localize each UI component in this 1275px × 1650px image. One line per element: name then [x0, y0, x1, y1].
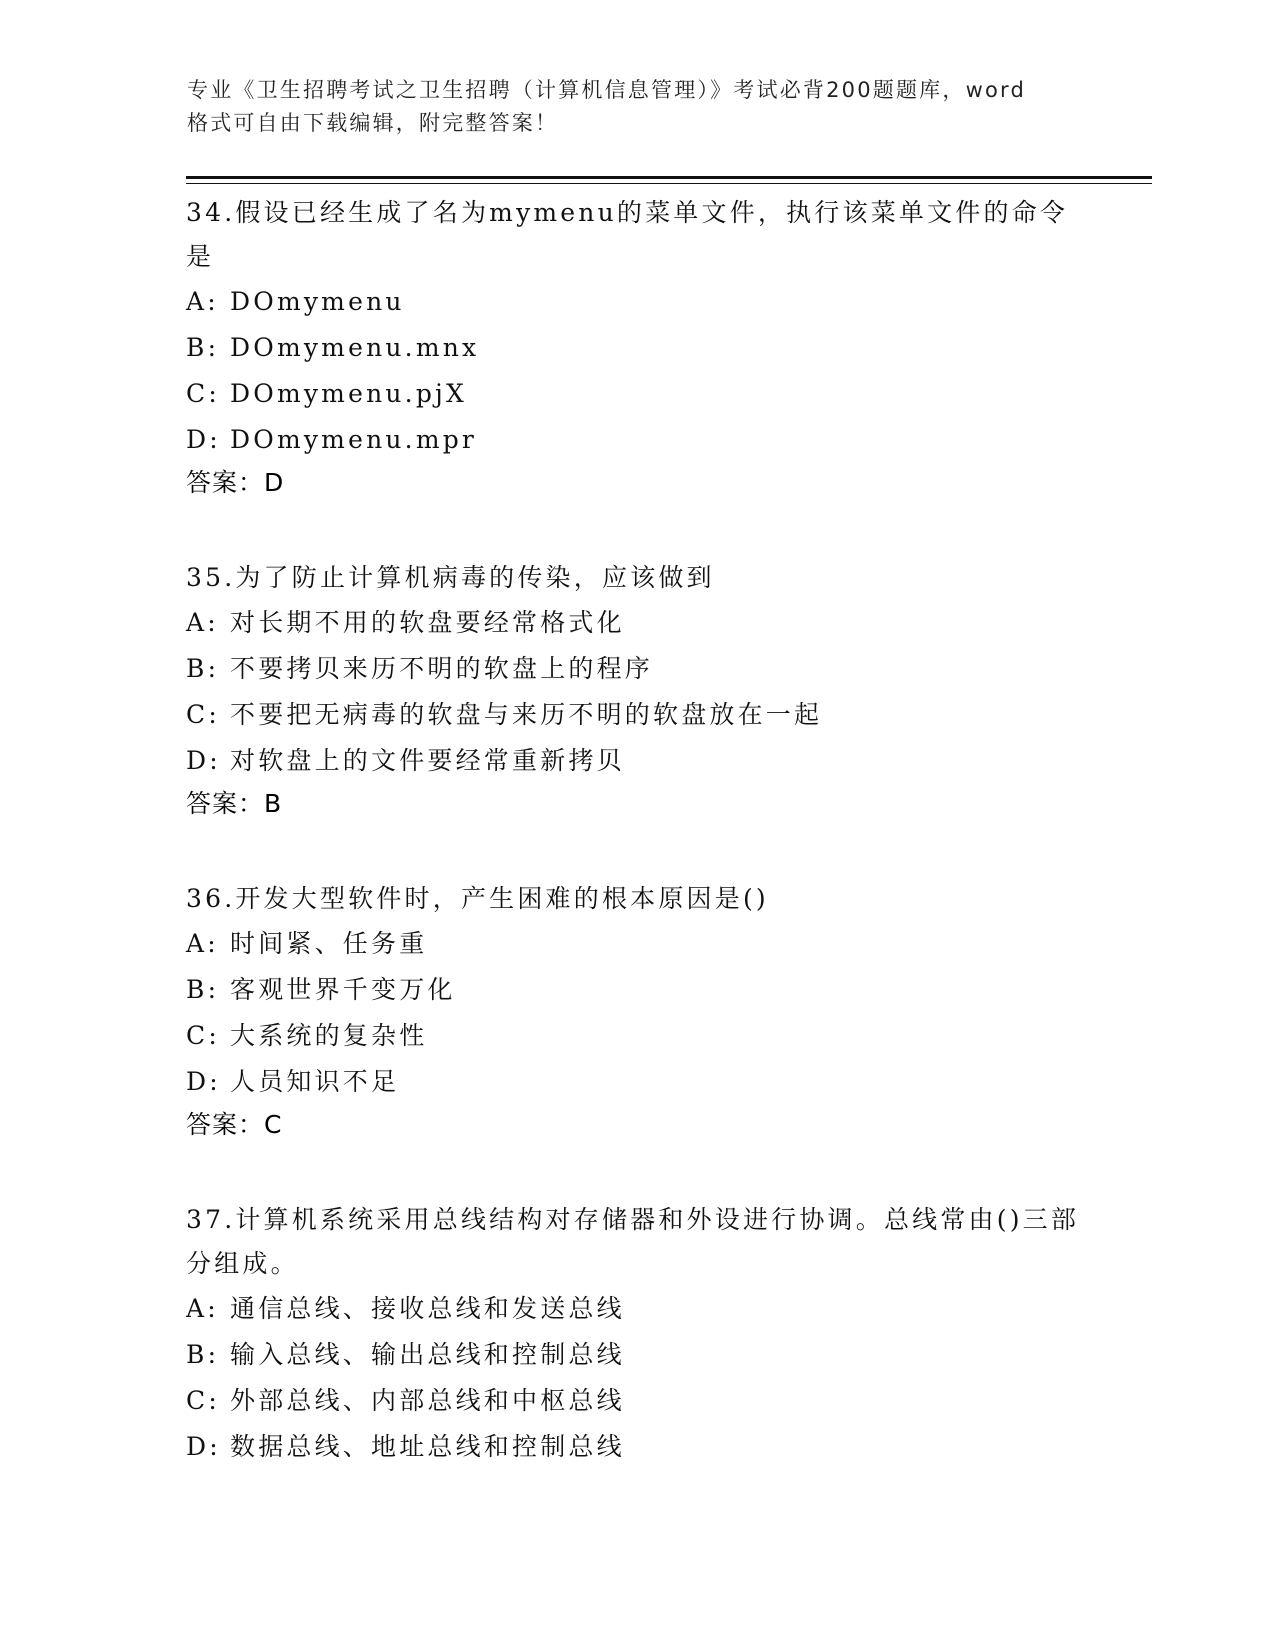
option-text: 客观世界千变万化	[230, 975, 456, 1004]
header-divider-thick	[186, 176, 1152, 179]
header-line-1: 专业《卫生招聘考试之卫生招聘（计算机信息管理）》考试必背200题题库，word	[187, 78, 1026, 102]
question-stem: 35.为了防止计算机病毒的传染，应该做到	[186, 563, 715, 592]
option-letter: C:	[186, 1021, 220, 1050]
question-item	[186, 553, 1086, 824]
option-text: 大系统的复杂性	[230, 1021, 428, 1050]
question-list	[186, 188, 1086, 1520]
option-d	[186, 1424, 1086, 1470]
question-stem: 34.假设已经生成了名为mymenu的菜单文件，执行该菜单文件的命令是	[186, 198, 1069, 271]
question-stem: 37.计算机系统采用总线结构对存储器和外设进行协调。总线常由()三部分组成。	[186, 1205, 1080, 1278]
option-b	[186, 646, 1086, 692]
option-letter: A:	[186, 929, 219, 958]
option-text: 时间紧、任务重	[230, 929, 428, 958]
answer-line: 答案：C	[186, 1110, 283, 1139]
option-text: 数据总线、地址总线和控制总线	[230, 1432, 625, 1461]
option-text: 外部总线、内部总线和中枢总线	[230, 1386, 625, 1415]
option-c	[186, 1013, 1086, 1059]
option-letter: A:	[186, 1294, 219, 1323]
question-item	[186, 874, 1086, 1145]
option-d	[186, 417, 1086, 463]
option-b	[186, 1332, 1086, 1378]
option-letter: D:	[186, 1067, 221, 1096]
question-item	[186, 188, 1086, 503]
option-a	[186, 279, 1086, 325]
option-text: 对软盘上的文件要经常重新拷贝	[230, 746, 625, 775]
option-letter: C:	[186, 1386, 220, 1415]
answer-line: 答案：D	[186, 468, 285, 497]
option-text: DOmymenu.mnx	[230, 333, 480, 362]
header-line-2: 格式可自由下载编辑，附完整答案！	[187, 111, 559, 135]
option-text: DOmymenu.mpr	[230, 425, 478, 454]
option-a	[186, 1286, 1086, 1332]
option-letter: D:	[186, 425, 221, 454]
option-letter: B:	[186, 1340, 220, 1369]
answer-line: 答案：B	[186, 789, 283, 818]
option-text: 不要把无病毒的软盘与来历不明的软盘放在一起	[230, 700, 823, 729]
question-stem: 36.开发大型软件时，产生困难的根本原因是()	[186, 884, 769, 913]
option-letter: C:	[186, 700, 220, 729]
option-c	[186, 692, 1086, 738]
option-a	[186, 600, 1086, 646]
option-text: 不要拷贝来历不明的软盘上的程序	[230, 654, 654, 683]
option-b	[186, 325, 1086, 371]
option-letter: B:	[186, 975, 220, 1004]
option-b	[186, 967, 1086, 1013]
document-header	[187, 74, 1087, 140]
option-text: 通信总线、接收总线和发送总线	[230, 1294, 625, 1323]
option-d	[186, 1059, 1086, 1105]
option-letter: B:	[186, 654, 220, 683]
header-divider-thin	[186, 183, 1152, 184]
option-letter: A:	[186, 608, 219, 637]
question-item	[186, 1195, 1086, 1470]
option-c	[186, 371, 1086, 417]
option-text: 对长期不用的软盘要经常格式化	[230, 608, 625, 637]
option-c	[186, 1378, 1086, 1424]
option-text: DOmymenu.pjX	[230, 379, 467, 408]
option-letter: D:	[186, 746, 221, 775]
option-text: 输入总线、输出总线和控制总线	[230, 1340, 625, 1369]
option-text: 人员知识不足	[230, 1067, 400, 1096]
option-text: DOmymenu	[230, 287, 405, 316]
option-letter: C:	[186, 379, 220, 408]
option-letter: B:	[186, 333, 220, 362]
option-d	[186, 738, 1086, 784]
option-a	[186, 921, 1086, 967]
option-letter: A:	[186, 287, 219, 316]
option-letter: D:	[186, 1432, 221, 1461]
